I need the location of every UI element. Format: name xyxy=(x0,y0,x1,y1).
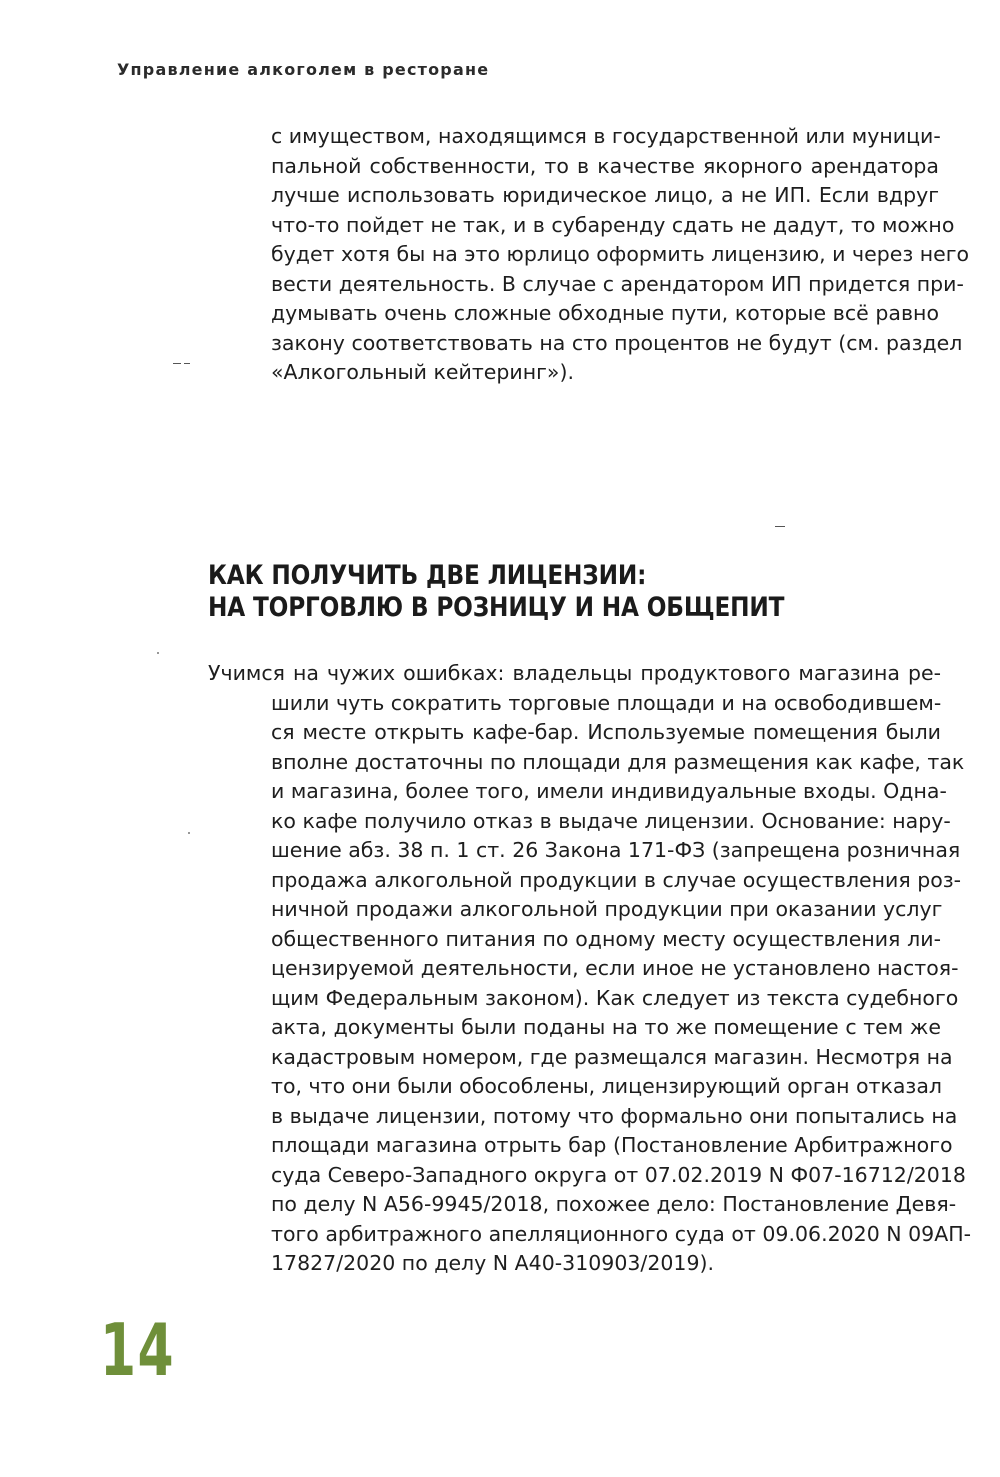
margin-mark xyxy=(184,363,190,364)
paragraph-line: акта, документы были поданы на то же помещение с тем же xyxy=(271,1015,941,1039)
paragraph-line: то, что они были обособлены, лицензирующий орган отказал xyxy=(271,1074,942,1098)
paragraph-line: того арбитражного апелляционного суда от 09.06.2020 N 09АП- xyxy=(271,1221,972,1246)
paragraph-line: продажа алкогольной продукции в случае осуществления роз- xyxy=(271,867,962,892)
paragraph-line: вполне достаточны по площади для размещения как кафе, так xyxy=(271,749,965,774)
paragraph-line: будет хотя бы на это юрлицо оформить лицензию, и через него xyxy=(271,242,970,266)
paragraph-line: 17827/2020 по делу N А40-310903/2019). xyxy=(271,1251,715,1275)
paragraph-line: кадастровым номером, где размещался магазин. Несмотря на xyxy=(271,1044,953,1069)
paragraph-line: вести деятельность. В случае с арендатором ИП придется при- xyxy=(271,271,964,296)
paragraph-line: пальной собственности, то в качестве якорного арендатора xyxy=(271,153,939,178)
page-number: 14 xyxy=(100,1308,176,1392)
paragraph-line: шили чуть сократить торговые площади и на освободившем- xyxy=(271,690,942,715)
paragraph-line: площади магазина отрыть бар (Постановление Арбитражного xyxy=(271,1133,953,1157)
section-heading-line: НА ТОРГОВЛЮ В РОЗНИЦУ И НА ОБЩЕПИТ xyxy=(208,592,785,623)
section-heading-line: КАК ПОЛУЧИТЬ ДВЕ ЛИЦЕНЗИИ: xyxy=(208,560,647,591)
section-heading xyxy=(208,560,784,624)
paragraph-line: шение абз. 38 п. 1 ст. 26 Закона 171-ФЗ (запрещена розничная xyxy=(271,838,961,862)
margin-mark xyxy=(173,363,181,364)
running-header: Управление алкоголем в ресторане xyxy=(117,60,490,79)
paragraph-line: что-то пойдет не так, и в субаренду сдать не дадут, то можно xyxy=(271,212,955,237)
margin-mark xyxy=(775,526,785,527)
margin-dot xyxy=(188,832,190,834)
paragraph-line: думывать очень сложные обходные пути, которые всё равно xyxy=(271,301,939,325)
paragraph-line: ся месте открыть кафе-бар. Используемые помещения были xyxy=(271,720,941,744)
paragraph-line: закону соответствовать на сто процентов не будут (см. раздел xyxy=(271,330,963,355)
paragraph-line: щим Федеральным законом). Как следует из текста судебного xyxy=(271,985,959,1010)
margin-dot xyxy=(157,652,159,654)
paragraph-line: и магазина, более того, имели индивидуальные входы. Одна- xyxy=(271,779,947,803)
paragraph-line: общественного питания по одному месту осуществления ли- xyxy=(271,926,941,951)
paragraph-line: ко кафе получило отказ в выдаче лицензии. Основание: нару- xyxy=(271,808,951,833)
paragraph-line: с имуществом, находящимся в государственной или муници- xyxy=(271,124,941,148)
paragraph-line: в выдаче лицензии, потому что формально они попытались на xyxy=(271,1103,958,1128)
paragraph-line: «Алкогольный кейтеринг»). xyxy=(271,360,574,384)
paragraph-line: по делу N А56-9945/2018, похожее дело: Постановление Девя- xyxy=(271,1192,957,1216)
paragraph-line: цензируемой деятельности, если иное не установлено настоя- xyxy=(271,956,959,980)
paragraph-case-study xyxy=(208,659,972,1279)
paragraph-line: суда Северо-Западного округа от 07.02.2019 N Ф07-16712/2018 xyxy=(271,1162,966,1187)
paragraph-line: лучше использовать юридическое лицо, а не ИП. Если вдруг xyxy=(271,183,939,207)
paragraph-line: Учимся на чужих ошибках: владельцы продуктового магазина ре- xyxy=(208,661,941,685)
paragraph-intro xyxy=(271,122,970,388)
paragraph-line: ничной продажи алкогольной продукции при оказании услуг xyxy=(271,897,943,921)
